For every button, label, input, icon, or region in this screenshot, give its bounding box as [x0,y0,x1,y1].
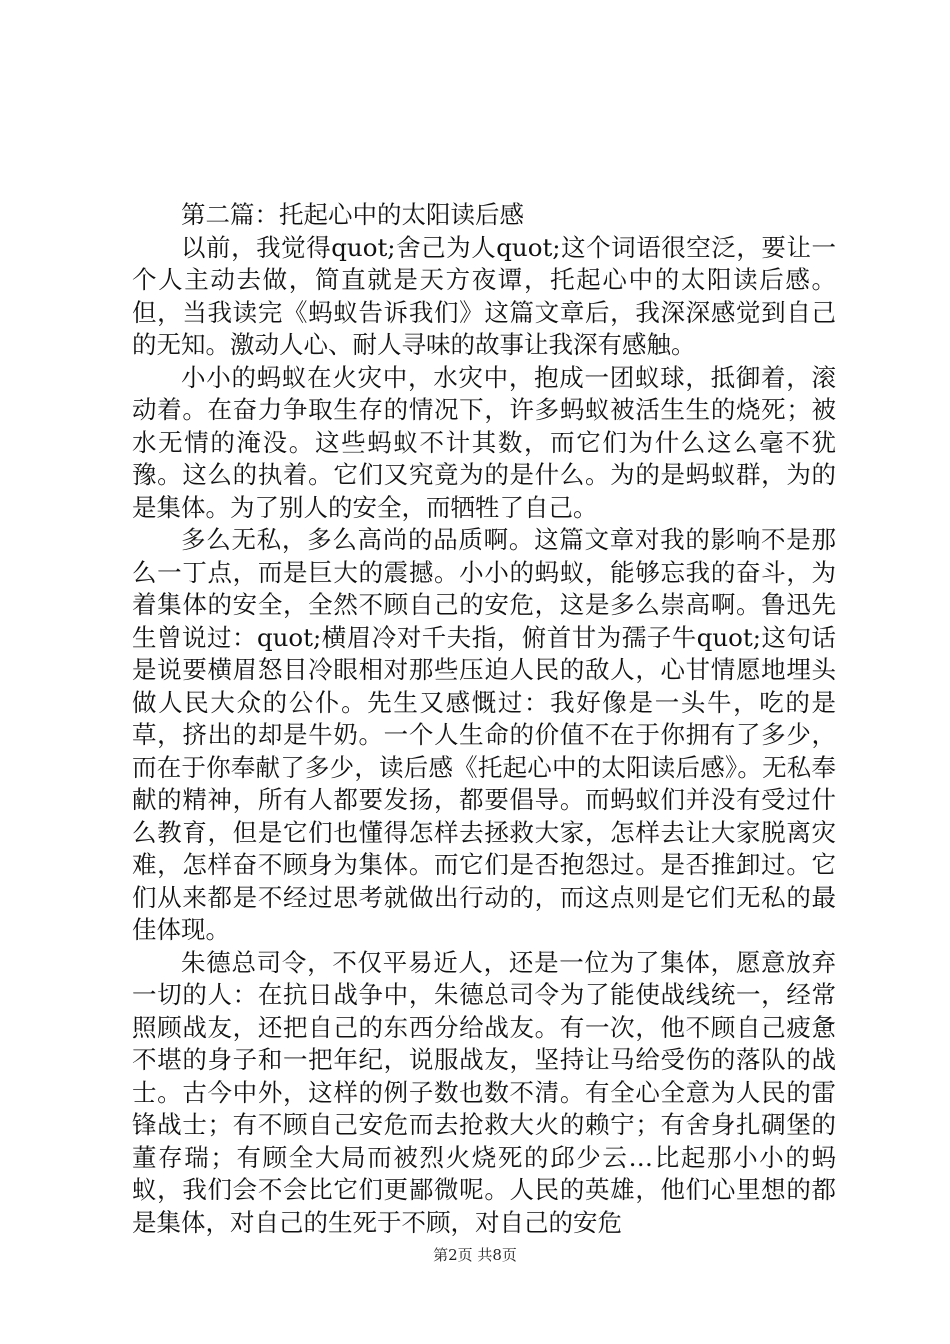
page-number-footer: 第2页 共8页 [433,1246,517,1264]
paragraph-2: 小小的蚂蚁在火灾中，水灾中，抱成一团蚁球，抵御着，滚动着。在奋力争取生存的情况下，许多蚂蚁被活生生的烧死；被水无情的淹没。这些蚂蚁不计其数，而它们为什么这么毫不犹豫。这么的执着。它们又究竟为的是什么。为的是蚂蚁群，为的是集体。为了别人的安全，而牺牲了自己。 [132,362,836,522]
paragraph-4: 朱德总司令，不仅平易近人，还是一位为了集体，愿意放弃一切的人：在抗日战争中，朱德总司令为了能使战线统一，经常照顾战友，还把自己的东西分给战友。有一次，他不顾自己疲惫不堪的身子和一把年纪，说服战友，坚持让马给受伤的落队的战士。古今中外，这样的例子数也数不清。有全心全意为人民的雷锋战士；有不顾自己安危而去抢救大火的赖宁；有舍身扎碉堡的董存瑞；有顾全大局而被烈火烧死的邱少云…比起那小小的蚂蚁，我们会不会比它们更鄙微呢。人民的英雄，他们心里想的都是集体，对自己的生死于不顾，对自己的安危 [132,947,836,1237]
document-body [132,199,836,1239]
paragraph-1: 以前，我觉得quot;舍己为人quot;这个词语很空泛，要让一个人主动去做，简直就是天方夜谭，托起心中的太阳读后感。但，当我读完《蚂蚁告诉我们》这篇文章后，我深深感觉到自己的无知。激动人心、耐人寻味的故事让我深有感触。 [132,232,836,359]
paragraph-3: 多么无私，多么高尚的品质啊。这篇文章对我的影响不是那么一丁点，而是巨大的震撼。小小的蚂蚁，能够忘我的奋斗，为着集体的安全，全然不顾自己的安危，这是多么崇高啊。鲁迅先生曾说过：quot;横眉冷对千夫指，俯首甘为孺子牛quot;这句话是说要横眉怒目冷眼相对那些压迫人民的敌人，心甘情愿地埋头做人民大众的公仆。先生又感慨过：我好像是一头牛，吃的是草，挤出的却是牛奶。一个人生命的价值不在于你拥有了多少，而在于你奉献了多少，读后感《托起心中的太阳读后感》。无私奉献的精神，所有人都要发扬，都要倡导。而蚂蚁们并没有受过什么教育，但是它们也懂得怎样去拯救大家，怎样去让大家脱离灾难，怎样奋不顾身为集体。而它们是否抱怨过。是否推卸过。它们从来都是不经过思考就做出行动的，而这点则是它们无私的最佳体现。 [132,525,836,944]
document-title: 第二篇：托起心中的太阳读后感 [181,200,524,229]
